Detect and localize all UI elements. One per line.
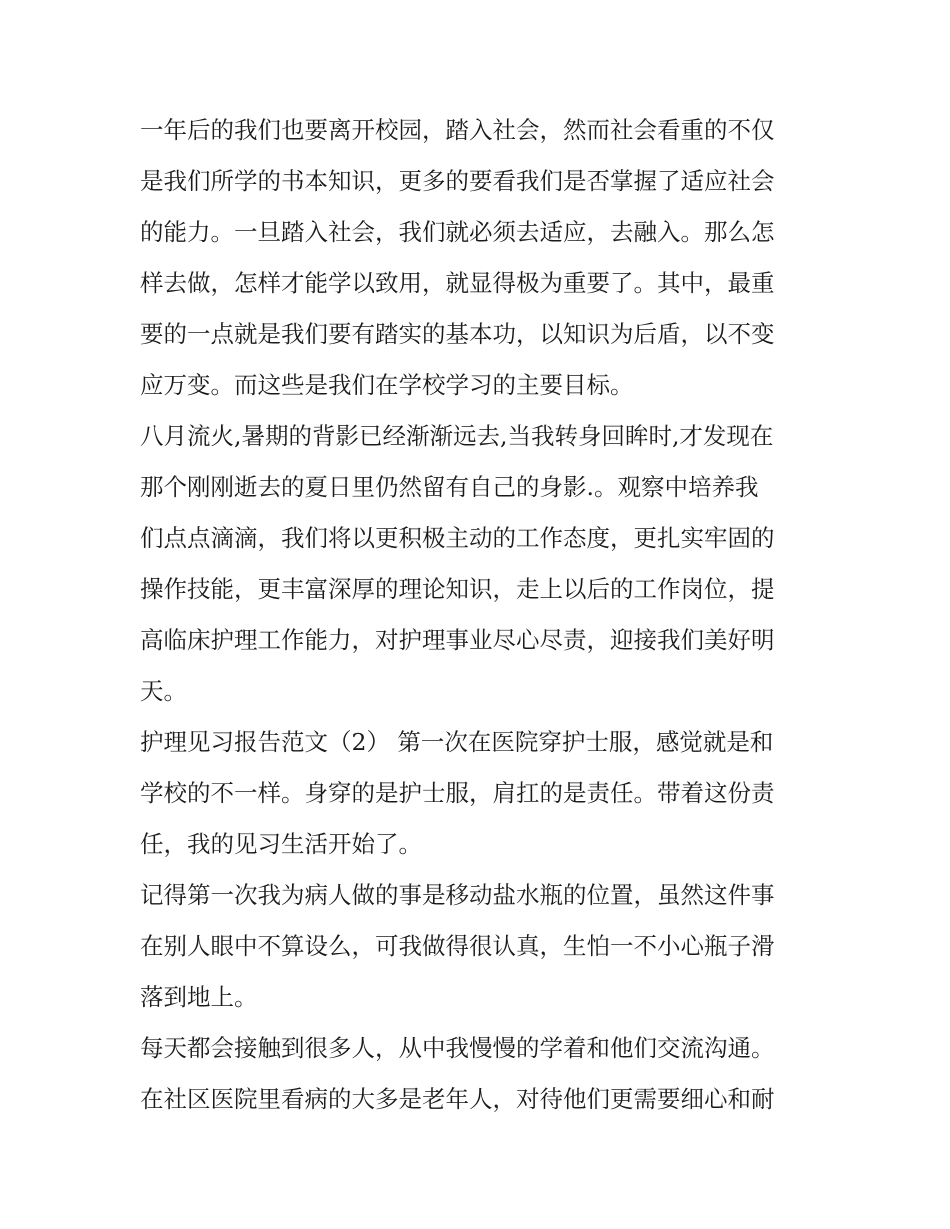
text-line: 是我们所学的书本知识，更多的要看我们是否掌握了适应社会 [140,167,775,195]
text-line: 任，我的见习生活开始了。 [140,830,422,858]
text-line: 那个刚刚逝去的夏日里仍然留有自己的身影.。观察中培养我 [140,473,759,501]
text-line: 一年后的我们也要离开校园，踏入社会，然而社会看重的不仅 [140,116,775,144]
text-line: 护理见习报告范文（2） 第一次在医院穿护士服，感觉就是和 [140,728,774,756]
text-line: 操作技能，更丰富深厚的理论知识，走上以后的工作岗位，提 [140,575,775,603]
text-line: 天。 [140,677,187,705]
text-line: 在社区医院里看病的大多是老年人，对待他们更需要细心和耐 [140,1085,775,1113]
text-line: 的能力。一旦踏入社会，我们就必须去适应，去融入。那么怎 [140,218,775,246]
document-body [140,105,820,1125]
text-line: 应万变。而这些是我们在学校学习的主要目标。 [140,371,634,399]
text-line: 要的一点就是我们要有踏实的基本功，以知识为后盾，以不变 [140,320,775,348]
text-line: 记得第一次我为病人做的事是移动盐水瓶的位置，虽然这件事 [140,881,775,909]
text-line: 们点点滴滴，我们将以更积极主动的工作态度，更扎实牢固的 [140,524,775,552]
text-line: 在别人眼中不算设么，可我做得很认真，生怕一不小心瓶子滑 [140,932,775,960]
text-line: 高临床护理工作能力，对护理事业尽心尽责，迎接我们美好明 [140,626,775,654]
text-line: 每天都会接触到很多人，从中我慢慢的学着和他们交流沟通。 [140,1034,775,1062]
text-line: 落到地上。 [140,983,258,1011]
text-line: 样去做，怎样才能学以致用，就显得极为重要了。其中，最重 [140,269,775,297]
text-line: 八月流火,暑期的背影已经渐渐远去,当我转身回眸时,才发现在 [140,422,774,450]
text-line: 学校的不一样。身穿的是护士服，肩扛的是责任。带着这份责 [140,779,775,807]
